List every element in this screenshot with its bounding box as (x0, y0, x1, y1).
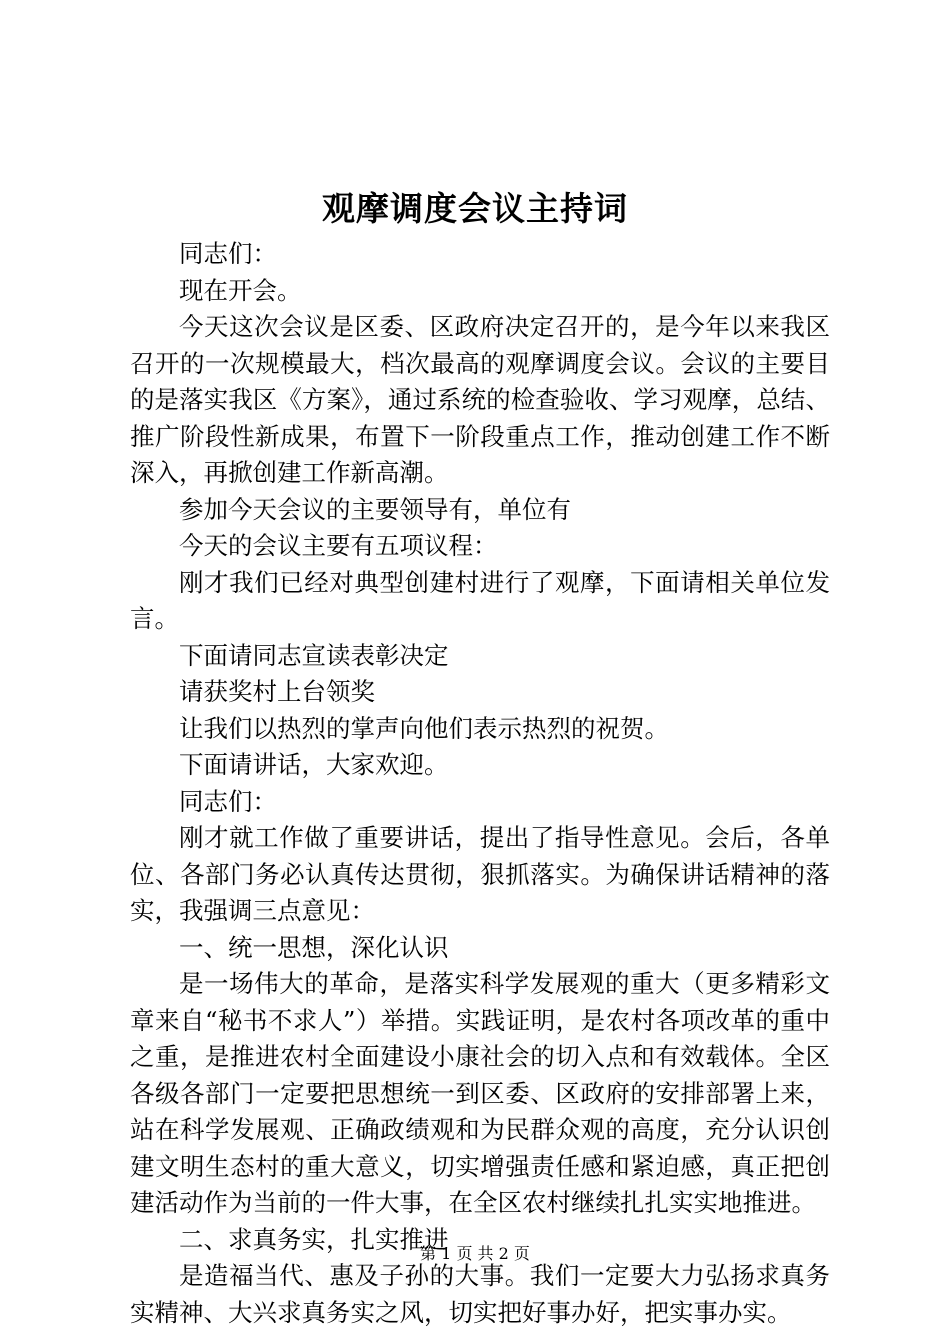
paragraph: 让我们以热烈的掌声向他们表示热烈的祝贺。 (179, 713, 669, 743)
section-heading: 一、统一思想，深化认识 (179, 932, 449, 962)
page-number-footer: 第 1 页 共 2 页 (420, 1244, 530, 1263)
section-heading: 二、求真务实，扎实推进 (179, 1224, 449, 1254)
paragraph: 参加今天会议的主要领导有，单位有 (179, 494, 571, 524)
paragraph: 是一场伟大的革命，是落实科学发展观的重大（更多精彩文章来自“秘书不求人”）举措。实践证明，是农村各项改革的重中之重，是推进农村全面建设小康社会的切入点和有效载体。全区各级各部门一定要把思想统一到区委、区政府的安排部署上来，站在科学发展观、正确政绩观和为民群众观的高度，充分认识创建文明生态村的重大意义，切实增强责任感和紧迫感，真正把创建活动作为当前的一件大事，在全区农村继续扎扎实实地推进。 (130, 969, 830, 1217)
paragraph: 刚才我们已经对典型创建村进行了观摩，下面请相关单位发言。 (130, 567, 830, 633)
paragraph: 下面请讲话，大家欢迎。 (179, 750, 449, 779)
document-title: 观摩调度会议主持词 (322, 189, 628, 228)
paragraph: 下面请同志宣读表彰决定 (179, 640, 449, 670)
paragraph: 是造福当代、惠及子孙的大事。我们一定要大力弘扬求真务实精神、大兴求真务实之风，切实把好事办好，把实事办实。 (130, 1261, 830, 1327)
paragraph: 同志们： (179, 239, 277, 268)
document-body (130, 236, 830, 1331)
paragraph: 同志们： (179, 786, 277, 816)
paragraph: 刚才就工作做了重要讲话，提出了指导性意见。会后，各单位、各部门务必认真传达贯彻，狠抓落实。为确保讲话精神的落实，我强调三点意见： (130, 823, 830, 925)
paragraph: 现在开会。 (179, 275, 302, 305)
paragraph: 今天的会议主要有五项议程： (179, 531, 498, 560)
paragraph: 请获奖村上台领奖 (179, 677, 375, 706)
paragraph: 今天这次会议是区委、区政府决定召开的，是今年以来我区召开的一次规模最大，档次最高的观摩调度会议。会议的主要目的是落实我区《方案》，通过系统的检查验收、学习观摩，总结、推广阶段性新成果，布置下一阶段重点工作，推动创建工作不断深入，再掀创建工作新高潮。 (130, 312, 830, 487)
